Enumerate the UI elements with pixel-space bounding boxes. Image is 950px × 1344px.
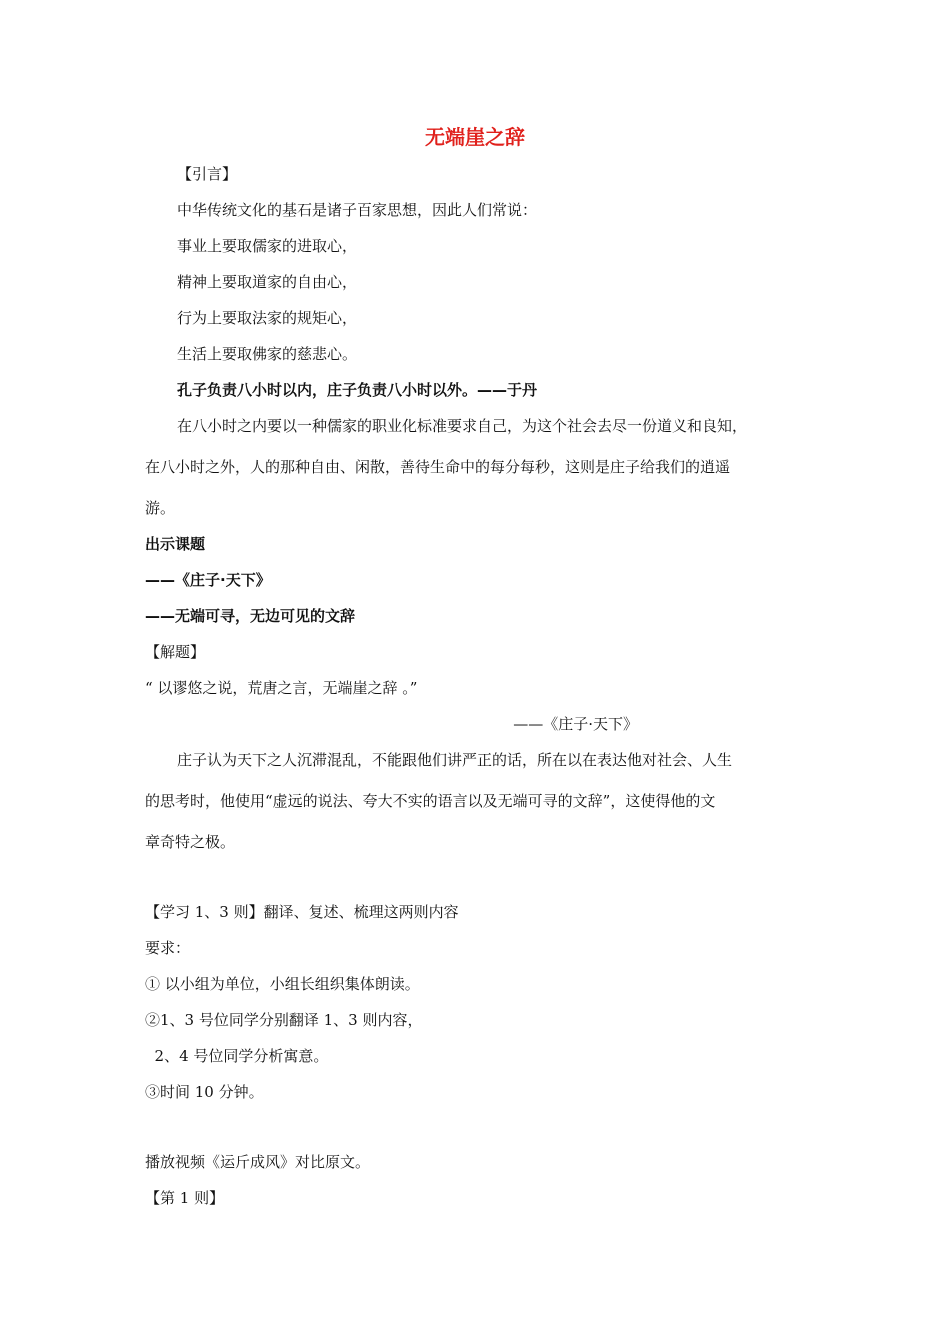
requirement-item: 2、4 号位同学分析寓意。 — [145, 1047, 329, 1065]
topic-line: ——《庄子·天下》 — [145, 571, 271, 589]
paragraph-line: 在八小时之外，人的那种自由、闲散，善待生命中的每分每秒，这则是庄子给我们的逍遥 — [145, 458, 731, 476]
topic-heading: 出示课题 — [145, 535, 206, 553]
paragraph-line: 的思考时，他使用“虚远的说法、夸大不实的语言以及无端可寻的文辞”，这使得他的文 — [145, 792, 716, 810]
paragraph-line: 在八小时之内要以一种儒家的职业化标准要求自己，为这个社会去尽一份道义和良知， — [177, 417, 748, 435]
video-line: 播放视频《运斤成风》对比原文。 — [145, 1153, 371, 1171]
jieti-quote: “ 以谬悠之说，荒唐之言，无端崖之辞 。” — [145, 679, 418, 697]
paragraph-line: 游。 — [145, 499, 176, 517]
document-title: 无端崖之辞 — [425, 125, 525, 149]
paragraph-line: 章奇特之极。 — [145, 833, 236, 851]
requirement-item: ②1、3 号位同学分别翻译 1、3 则内容， — [145, 1011, 423, 1029]
requirement-item: ③时间 10 分钟。 — [145, 1083, 264, 1101]
intro-line: 中华传统文化的基石是诸子百家思想，因此人们常说： — [177, 201, 538, 219]
quote-bold: 孔子负责八小时以内，庄子负责八小时以外。——于丹 — [177, 381, 538, 399]
intro-line: 事业上要取儒家的进取心， — [177, 237, 358, 255]
study-heading: 【学习 1、3 则】翻译、复述、梳理这两则内容 — [145, 903, 459, 921]
paragraph-line: 庄子认为天下之人沉滞混乱，不能跟他们讲严正的话，所在以在表达他对社会、人生 — [177, 751, 733, 769]
intro-line: 精神上要取道家的自由心， — [177, 273, 358, 291]
requirements-label: 要求： — [145, 939, 191, 957]
jieti-source: ——《庄子·天下》 — [513, 715, 638, 733]
jieti-heading: 【解题】 — [145, 643, 206, 661]
intro-line: 行为上要取法家的规矩心， — [177, 309, 358, 327]
requirement-item: ① 以小组为单位，小组长组织集体朗读。 — [145, 975, 420, 993]
topic-line: ——无端可寻，无边可见的文辞 — [145, 607, 356, 625]
section-heading: 【第 1 则】 — [145, 1189, 225, 1207]
intro-line: 生活上要取佛家的慈悲心。 — [177, 345, 358, 363]
intro-heading: 【引言】 — [177, 165, 238, 183]
